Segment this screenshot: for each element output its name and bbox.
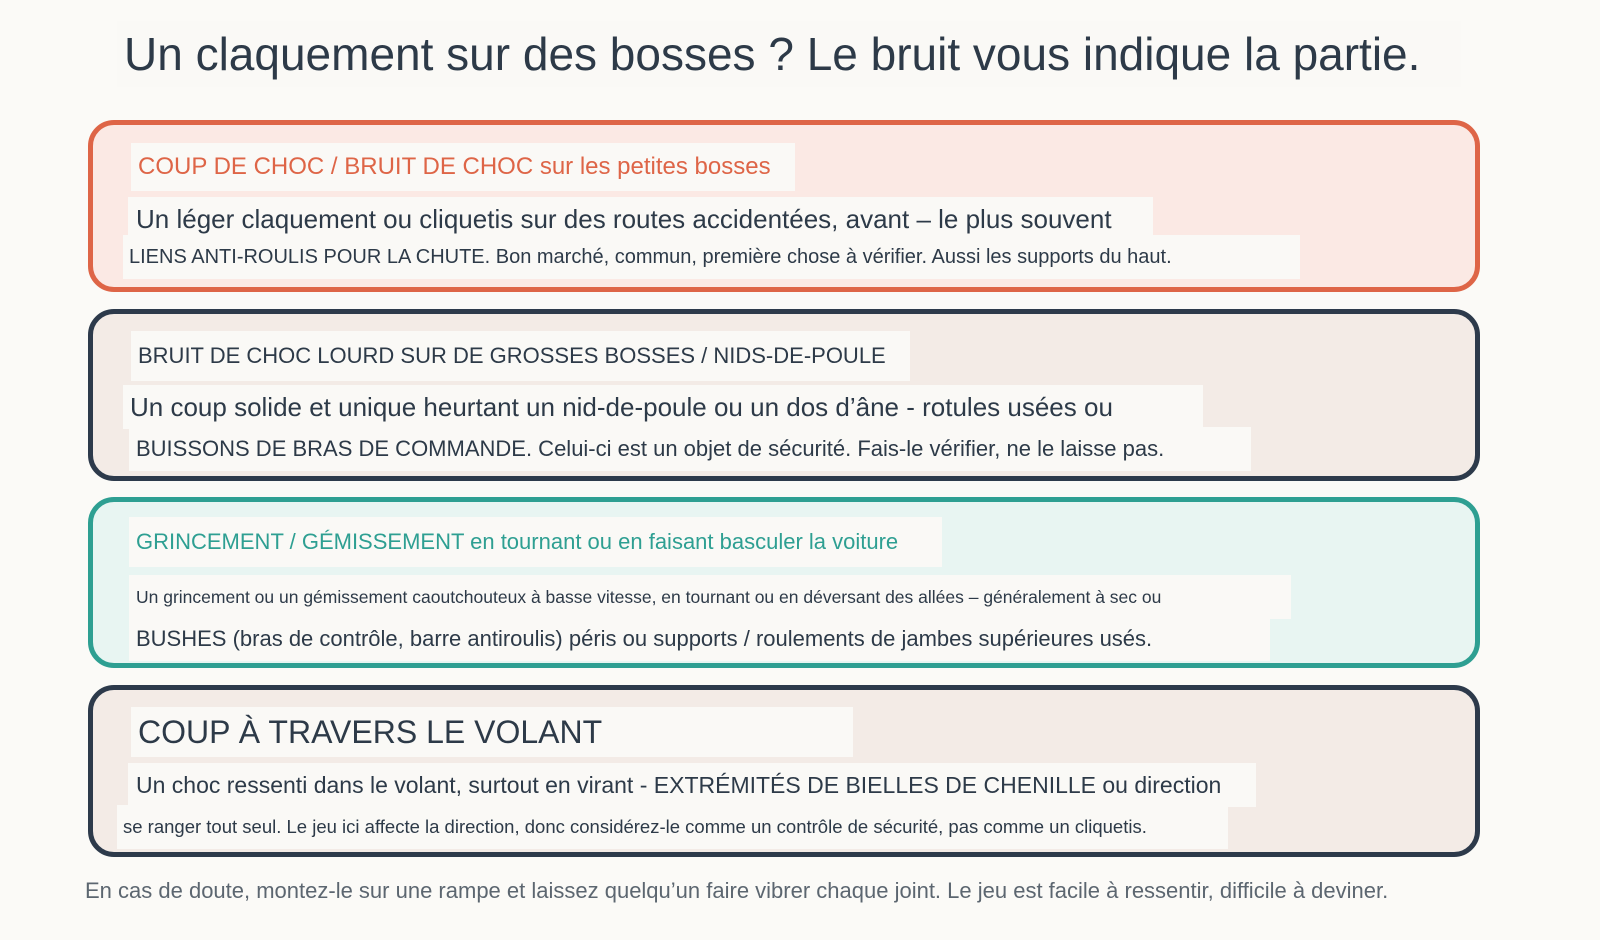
card-light-clunk-heading: COUP DE CHOC / BRUIT DE CHOC sur les petites bosses xyxy=(131,143,795,191)
card-light-clunk-line1: Un léger claquement ou cliquetis sur des routes accidentées, avant – le plus souvent xyxy=(128,197,1153,241)
card-steering-clunk-line2: se ranger tout seul. Le jeu ici affecte la direction, donc considérez-le comme un contrôle de sécurité, pas comme un cliquetis. xyxy=(117,805,1228,849)
card-steering-clunk-line1: Un choc ressenti dans le volant, surtout en virant - EXTRÉMITÉS DE BIELLES DE CHENILLE ou direction xyxy=(128,763,1256,807)
card-steering-clunk-heading: COUP À TRAVERS LE VOLANT xyxy=(131,707,853,757)
card-heavy-clunk-line2: BUISSONS DE BRAS DE COMMANDE. Celui-ci est un objet de sécurité. Fais-le vérifier, ne le laisse pas. xyxy=(129,427,1251,471)
card-squeak-heading: GRINCEMENT / GÉMISSEMENT en tournant ou en faisant basculer la voiture xyxy=(129,517,942,567)
card-squeak-line1: Un grincement ou un gémissement caoutchouteux à basse vitesse, en tournant ou en déversant des allées – généralement à sec ou xyxy=(129,575,1291,619)
footer-note: En cas de doute, montez-le sur une rampe et laissez quelqu’un faire vibrer chaque joint. Le jeu est facile à ressentir, difficile à deviner. xyxy=(85,878,1389,903)
card-heavy-clunk-line1: Un coup solide et unique heurtant un nid-de-poule ou un dos d’âne - rotules usées ou xyxy=(123,385,1203,429)
card-squeak-line2: BUSHES (bras de contrôle, barre antiroulis) péris ou supports / roulements de jambes supérieures usés. xyxy=(129,617,1270,661)
card-heavy-clunk-heading: BRUIT DE CHOC LOURD SUR DE GROSSES BOSSES / NIDS-DE-POULE xyxy=(131,331,910,381)
card-light-clunk-line2: LIENS ANTI-ROULIS POUR LA CHUTE. Bon marché, commun, première chose à vérifier. Aussi les supports du haut. xyxy=(123,235,1300,279)
page-title: Un claquement sur des bosses ? Le bruit vous indique la partie. xyxy=(117,21,1461,87)
